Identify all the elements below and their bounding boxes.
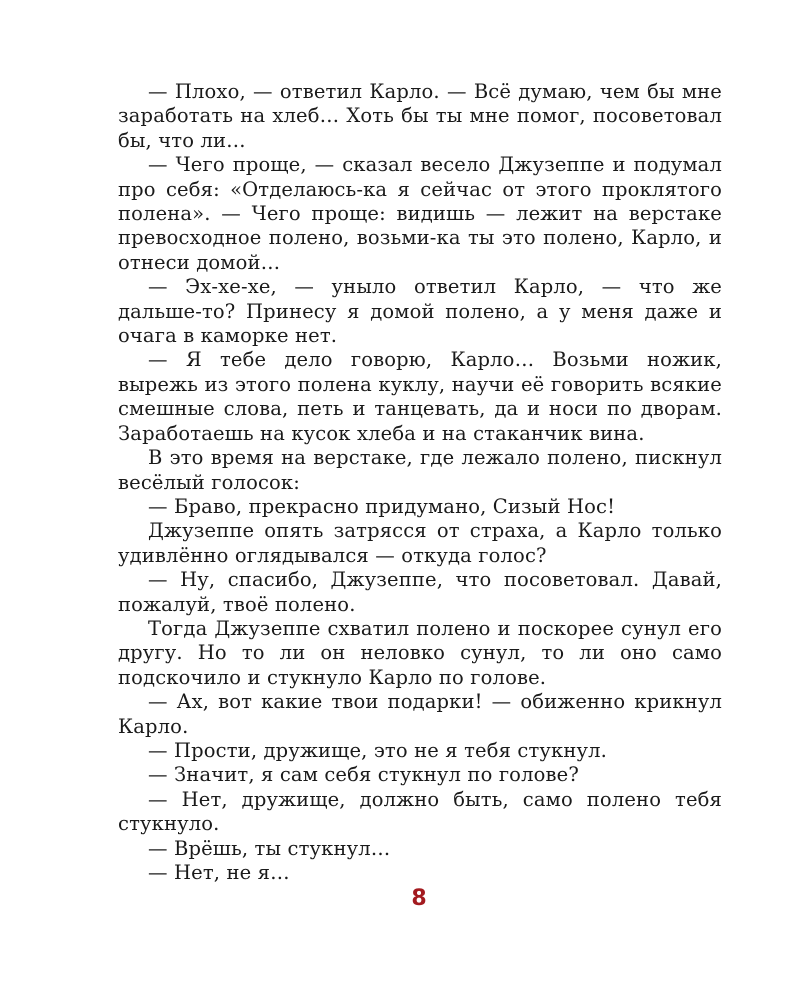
paragraph: — Значит, я сам себя стукнул по голове? (148, 763, 579, 787)
paragraph: Джузеппе опять затрясся от страха, а Карло только удивлённо оглядывался — откуда голос? (118, 519, 722, 567)
paragraph: — Врёшь, ты стукнул… (148, 836, 391, 860)
paragraph: — Нет, дружище, должно быть, само полено тебя стукнуло. (118, 787, 722, 836)
paragraph: — Чего проще, — сказал весело Джузеппе и подумал про себя: «Отделаюсь-ка я сейчас от этого проклятого полена». — Чего проще: видишь — лежит на верстаке превосходное полено, возьми-ка ты это полено, Карло, и отнеси домой… (118, 153, 722, 274)
paragraph: — Прости, дружище, это не я тебя стукнул. (148, 738, 608, 762)
page-number: 8 (411, 886, 427, 911)
paragraph: — Ах, вот какие твои подарки! — обиженно крикнул Карло. (118, 690, 722, 738)
paragraph: — Нет, не я… (148, 861, 290, 884)
paragraph: Тогда Джузеппе схватил полено и поскорее сунул его другу. Но то ли он неловко сунул, то ли оно само подскочило и стукнуло Карло по голове. (118, 616, 722, 689)
paragraph: — Ну, спасибо, Джузеппе, что посоветовал. Давай, пожалуй, твоё полено. (118, 568, 722, 616)
paragraph: — Браво, прекрасно придумано, Сизый Нос! (148, 494, 616, 518)
paragraph: — Эх-хе-хе, — уныло ответил Карло, — что же дальше-то? Принесу я домой полено, а у меня даже и очага в каморке нет. (118, 275, 722, 348)
paragraph: В это время на верстаке, где лежало полено, пискнул весёлый голосок: (118, 446, 722, 494)
paragraph: — Я тебе дело говорю, Карло… Возьми ножик, вырежь из этого полена куклу, научи её говорить всякие смешные слова, петь и танцевать, да и носи по дворам. Заработаешь на кусок хлеба и на стаканчик вина. (118, 348, 722, 445)
paragraph: — Плохо, — ответил Карло. — Всё думаю, чем бы мне заработать на хлеб… Хоть бы ты мне помог, посоветовал бы, что ли… (118, 80, 722, 152)
body-text (118, 80, 722, 885)
